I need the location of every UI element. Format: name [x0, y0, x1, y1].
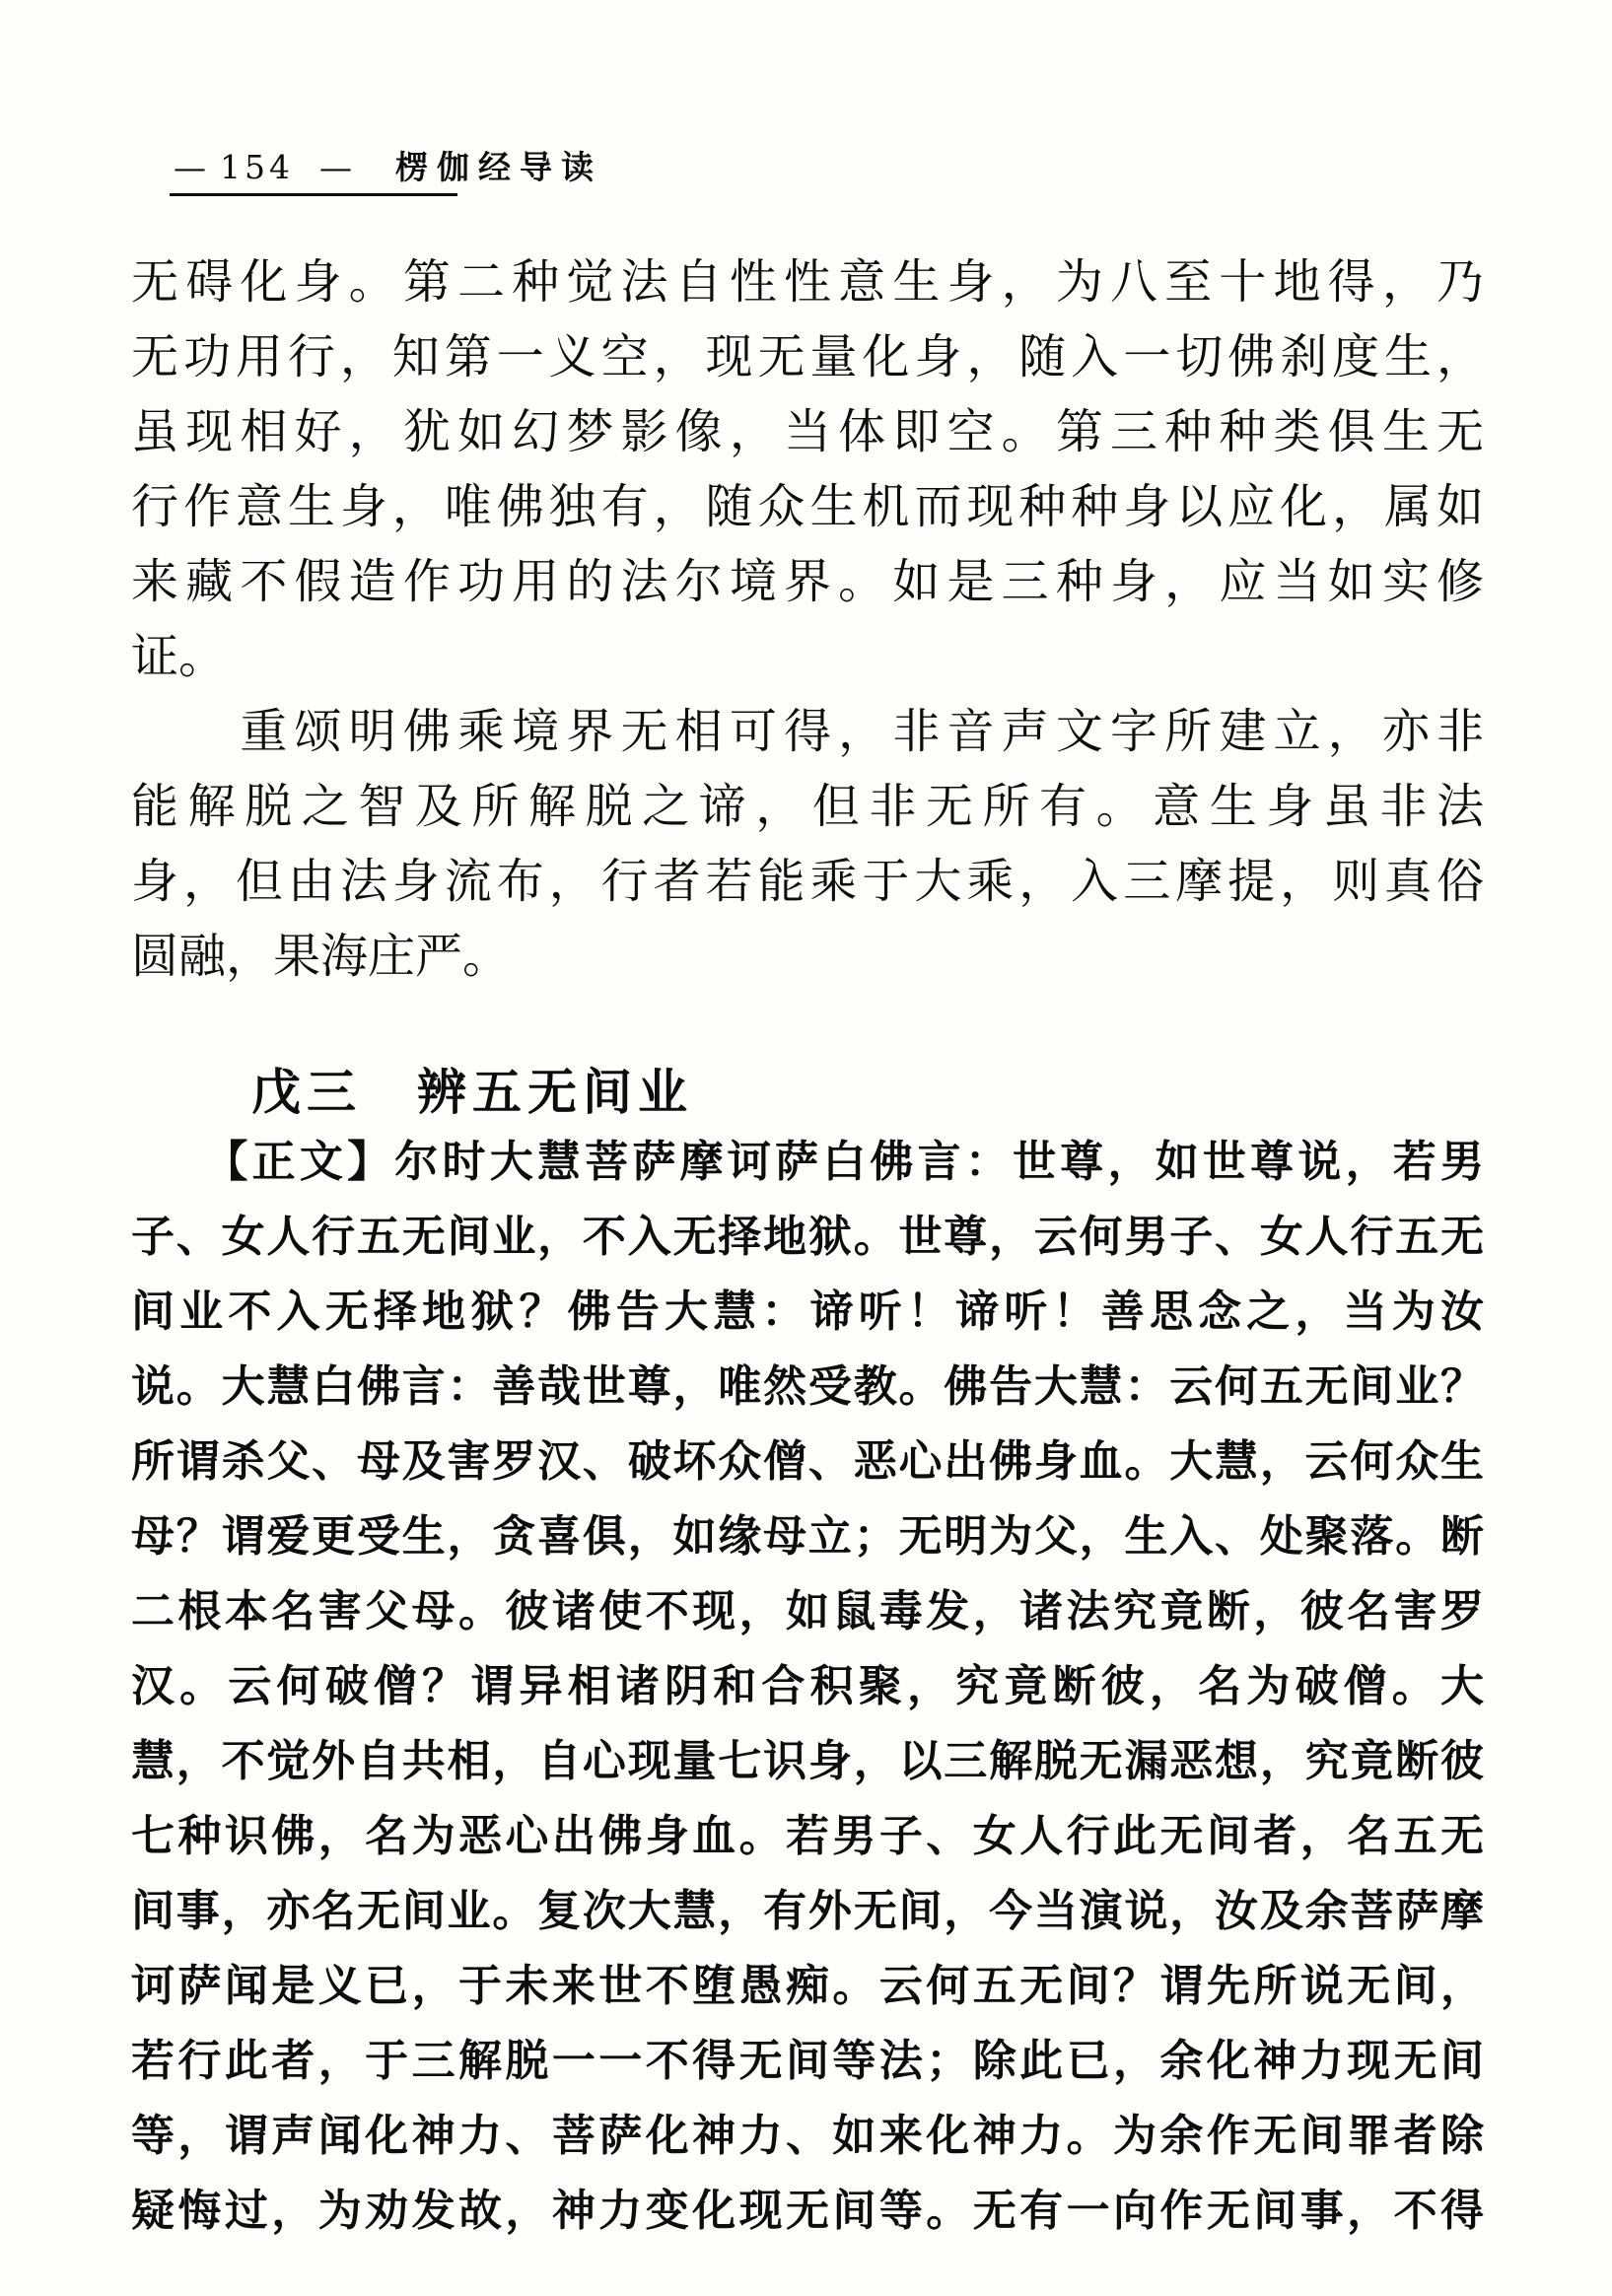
text-line: 说。大慧白佛言：善哉世尊，唯然受教。佛告大慧：云何五无间业？ [131, 1361, 1484, 1412]
text-line: 等，谓声闻化神力、菩萨化神力、如来化神力。为余作无间罪者除 [131, 2111, 1484, 2161]
text-line: 证。 [131, 629, 227, 684]
text-line: 重颂明佛乘境界无相可得，非音声文字所建立，亦非 [131, 704, 1484, 759]
text-line: 慧，不觉外自共相，自心现量七识身，以三解脱无漏恶想，究竟断彼 [131, 1736, 1484, 1786]
text-line: 无功用行，知第一义空，现无量化身，随入一切佛刹度生， [131, 329, 1484, 384]
header-divider [170, 193, 457, 196]
scripture-text-block [131, 1125, 1484, 2249]
commentary-paragraph-continuation [131, 244, 1484, 694]
text-line: 能解脱之智及所解脱之谛，但非无所有。意生身虽非法 [131, 779, 1484, 834]
running-header [174, 146, 602, 189]
section-heading: 戊三 辨五无间业 [251, 1064, 693, 1121]
text-line: 身，但由法身流布，行者若能乘于大乘，入三摩提，则真俗 [131, 854, 1484, 909]
text-line: 诃萨闻是义已，于未来世不堕愚痴。云何五无间？谓先所说无间， [131, 1961, 1484, 2011]
text-line: 母？谓爱更受生，贪喜俱，如缘母立；无明为父，生入、处聚落。断 [131, 1511, 1484, 1562]
text-line: 二根本名害父母。彼诸使不现，如鼠毒发，诸法究竟断，彼名害罗 [131, 1586, 1484, 1636]
text-line: 疑悔过，为劝发故，神力变化现无间等。无有一向作无间事，不得 [131, 2186, 1484, 2236]
commentary-paragraph-verse-summary [131, 694, 1484, 994]
header-dash-left: — [174, 148, 206, 186]
text-line: 间事，亦名无间业。复次大慧，有外无间，今当演说，汝及余菩萨摩 [131, 1886, 1484, 1936]
text-line: 无碍化身。第二种觉法自性性意生身，为八至十地得，乃 [131, 254, 1484, 310]
text-line: 圆融，果海庄严。 [131, 929, 511, 984]
book-title: 楞伽经导读 [395, 148, 602, 186]
commentary-block [131, 244, 1484, 994]
page-number: 154 [220, 148, 294, 186]
text-line: 若行此者，于三解脱一一不得无间等法；除此已，余化神力现无间 [131, 2036, 1484, 2086]
text-line: 七种识佛，名为恶心出佛身血。若男子、女人行此无间者，名五无 [131, 1811, 1484, 1861]
text-line: 汉。云何破僧？谓异相诸阴和合积聚，究竟断彼，名为破僧。大 [131, 1661, 1484, 1711]
text-line: 行作意生身，唯佛独有，随众生机而现种种身以应化，属如 [131, 479, 1484, 534]
text-line: 间业不入无择地狱？佛告大慧：谛听！谛听！善思念之，当为汝 [131, 1287, 1484, 1337]
header-dash-right: — [319, 148, 352, 186]
text-line: 【正文】尔时大慧菩萨摩诃萨白佛言：世尊，如世尊说，若男 [131, 1137, 1484, 1187]
text-line: 所谓杀父、母及害罗汉、破坏众僧、恶心出佛身血。大慧，云何众生 [131, 1436, 1484, 1487]
text-line: 虽现相好，犹如幻梦影像，当体即空。第三种种类俱生无 [131, 404, 1484, 459]
page-body [131, 244, 1484, 2249]
text-line: 来藏不假造作功用的法尔境界。如是三种身，应当如实修 [131, 554, 1484, 609]
text-line: 子、女人行五无间业，不入无择地狱。世尊，云何男子、女人行五无 [131, 1212, 1484, 1262]
